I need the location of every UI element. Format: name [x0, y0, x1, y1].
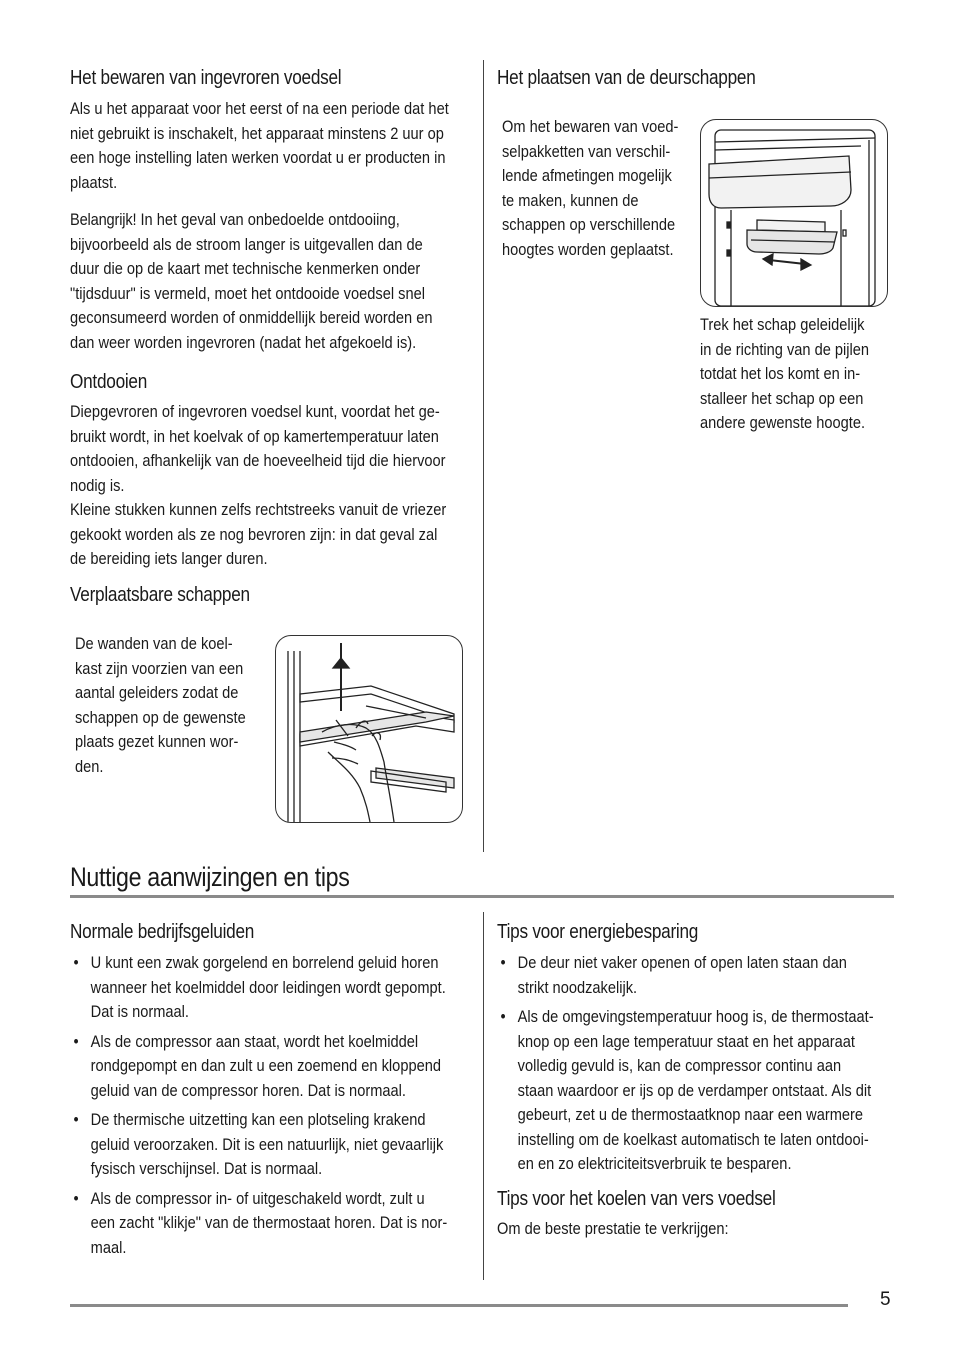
shelf-illustration: [275, 635, 463, 823]
heading-door-shelves: Het plaatsen van de deurschappen: [497, 67, 756, 89]
heading-frozen-food: Het bewaren van ingevroren voedsel: [70, 67, 342, 89]
column-divider-top: [483, 60, 484, 852]
list-normal-sounds: [70, 951, 483, 1265]
shelf-drawing: [276, 636, 462, 822]
heading-movable-shelves: Verplaatsbare schappen: [70, 584, 250, 606]
heading-thawing: Ontdooien: [70, 371, 148, 393]
paragraph-thawing: Diepgevroren of ingevroren voedsel kunt, voordat het ge- bruikt wordt, in het koelvak of op kamertemperatuur laten ontdooien, afhankelijk van de hoeveelheid tijd die hiervoor nodig is. Kleine stukken kunnen zelfs rechtstreeks vanuit de vriezer gekookt worden als ze nog bevroren zijn: in dat geval zal de bereiding iets langer duren.: [70, 402, 447, 568]
heading-cooling-fresh-food: Tips voor het koelen van vers voedsel: [497, 1188, 776, 1210]
door-shelf-drawing: [701, 120, 887, 306]
list-energy-saving: [497, 951, 910, 1182]
list-item: • U kunt een zwak gorgelend en borrelend geluid horen wanneer het koelmiddel door leidingen wordt gepompt. Dat is normaal.: [70, 951, 483, 1025]
heading-energy-saving: Tips voor energiebesparing: [497, 921, 699, 943]
paragraph-door-shelves: Om het bewaren van voed- selpakketten van verschil- lende afmetingen mogelijk te maken, kunnen de schappen op verschillende hoogtes worden geplaatst.: [502, 117, 679, 259]
door-shelf-illustration: [700, 119, 888, 307]
list-item: • Als de omgevingstemperatuur hoog is, de thermostaat- knop op een lage temperatuur staat en het apparaat volledig gevuld is, kan de compressor continu aan staan waardoor er ijs op de verdamper ontstaat. Als dit gebeurt, zet u de thermostaatknop naar een warmere instelling om de koelkast automatisch te laten ontdooi- en en zo elektriciteitsverbruik te besparen.: [497, 1005, 910, 1177]
important-label: Belangrijk!: [70, 210, 137, 229]
paragraph-frozen-food: Als u het apparaat voor het eerst of na een periode dat het niet gebruikt is inschakelt, het apparaat minstens 2 uur op een hoge instelling laten werken voordat u er producten in plaatst.: [70, 99, 449, 192]
column-divider-bottom: [483, 912, 484, 1280]
page-number: 5: [880, 1289, 891, 1310]
section-title: Nuttige aanwijzingen en tips: [70, 862, 350, 892]
section-title-rule: [70, 895, 894, 898]
footer-rule: [70, 1304, 848, 1307]
list-item: • De deur niet vaker openen of open laten staan dan strikt noodzakelijk.: [497, 951, 910, 1000]
paragraph-cooling-fresh-food: Om de beste prestatie te verkrijgen:: [497, 1219, 729, 1238]
list-item: • Als de compressor in- of uitgeschakeld wordt, zult u een zacht "klikje" van de thermostaat horen. Dat is nor- maal.: [70, 1187, 483, 1261]
paragraph-movable-shelves: De wanden van de koel- kast zijn voorzien van een aantal geleiders zodat de schappen op de gewenste plaats gezet kunnen wor- den.: [75, 634, 246, 776]
list-item: • De thermische uitzetting kan een plotseling krakend geluid veroorzaken. Dit is een natuurlijk, niet gevaarlijk fysisch verschijnsel. Dat is normaal.: [70, 1108, 483, 1182]
caption-door-shelves: Trek het schap geleidelijk in de richting van de pijlen totdat het los komt en in- stalleer het schap op een andere gewenste hoogte.: [700, 315, 870, 432]
paragraph-important: Belangrijk! In het geval van onbedoelde ontdooiing, bijvoorbeeld als de stroom langer is uitgevallen dan de duur die op de kaart met technische kenmerken onder "tijdsduur" is vermeld, moet het ontdooide voedsel snel geconsumeerd worden of onmiddellijk bereid worden en dan weer worden ingevroren (nadat het afgekoeld is).: [70, 210, 433, 352]
heading-normal-sounds: Normale bedrijfsgeluiden: [70, 921, 255, 943]
list-item: • Als de compressor aan staat, wordt het koelmiddel rondgepompt en dan zult u een zoemend en kloppend geluid van de compressor horen. Dat is normaal.: [70, 1030, 483, 1104]
